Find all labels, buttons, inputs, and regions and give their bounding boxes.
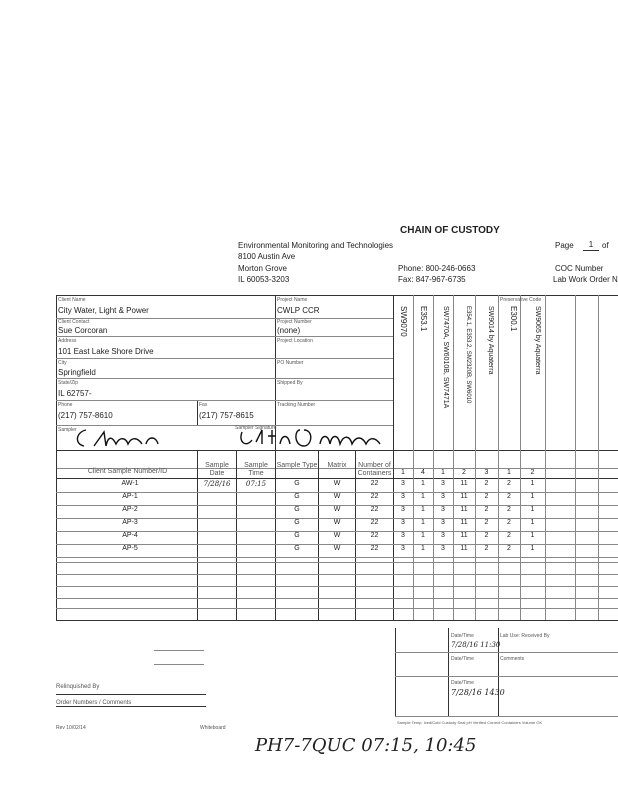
- divider: [395, 676, 618, 677]
- divider: [395, 716, 618, 717]
- sample-matrix: W: [333, 532, 341, 539]
- sample-method-count: 1: [421, 480, 425, 487]
- sample-condition-note: Sample Temp: Iced/Cold Custody Seal pH Verified Correct Containers Volume OK: [397, 720, 543, 725]
- shipped-by-label: Shipped By: [277, 380, 303, 386]
- divider: [433, 295, 434, 450]
- client-phone: (217) 757-8610: [58, 411, 113, 420]
- sample-method-count: 3: [441, 545, 445, 552]
- sample-matrix: W: [333, 493, 341, 500]
- sample-method-count: 3: [401, 532, 405, 539]
- sampler-signature-label: Sampler Signature: [235, 425, 277, 431]
- divider: [56, 450, 618, 451]
- divider: [56, 694, 206, 695]
- divider: [154, 650, 204, 651]
- sample-method-count: 3: [401, 519, 405, 526]
- sample-method-count: 2: [507, 493, 511, 500]
- divider: [56, 400, 393, 401]
- divider: [56, 295, 618, 296]
- divider: [56, 598, 618, 599]
- po-number-label: PO Number: [277, 360, 304, 366]
- sample-method-count: 2: [484, 532, 489, 539]
- sample-method-count: 2: [484, 493, 489, 500]
- client-contact-label: Client Contact: [58, 319, 90, 325]
- divider: [56, 557, 618, 558]
- divider: [448, 628, 449, 716]
- sample-method-count: 11: [460, 506, 468, 513]
- sample-method-count: 2: [484, 519, 489, 526]
- fax-label: Fax: [199, 402, 208, 408]
- preserve-code: 2: [462, 469, 466, 476]
- method-3: SW7470A, SW6010B, SW7471A: [442, 306, 449, 409]
- sample-container-count: 22: [370, 493, 379, 500]
- divider: [598, 450, 599, 620]
- divider: [56, 608, 618, 609]
- document-title: CHAIN OF CUSTODY: [400, 225, 500, 236]
- phone-label: Phone: [58, 402, 73, 408]
- header-matrix: Matrix: [327, 462, 347, 469]
- sample-container-count: 22: [370, 506, 379, 513]
- sample-id: AP-1: [122, 493, 138, 500]
- method-4: E354.1, E353.2, SM2320B, SW6010: [465, 306, 471, 404]
- sample-container-count: 22: [370, 480, 379, 487]
- sample-method-count: 2: [507, 480, 511, 487]
- sampler-signature-2: [236, 424, 386, 450]
- sample-method-count: 2: [507, 545, 511, 552]
- coc-number-label: COC Number: [555, 264, 604, 273]
- sample-method-count: 3: [441, 493, 445, 500]
- lab-work-order-label: Lab Work Order N: [553, 275, 618, 284]
- sample-type: G: [294, 532, 300, 539]
- divider: [56, 358, 393, 359]
- project-name-label: Project Name: [277, 297, 308, 303]
- sample-matrix: W: [333, 506, 341, 513]
- lab-phone: Phone: 800-246-0663: [398, 264, 476, 273]
- sample-method-count: 11: [460, 480, 468, 487]
- divider: [453, 295, 454, 450]
- header-type: Sample Type: [276, 462, 318, 469]
- sample-method-count: 3: [441, 532, 445, 539]
- sample-type: G: [294, 519, 300, 526]
- lab-city: Morton Grove: [238, 264, 287, 273]
- header-sample-id: Client Sample Number/ID: [87, 468, 168, 475]
- sample-date: 7/28/16: [203, 480, 231, 488]
- divider: [575, 295, 576, 450]
- sample-id: AP-4: [122, 532, 138, 539]
- date-time-label: Date/Time: [451, 633, 474, 639]
- sample-matrix: W: [333, 545, 341, 552]
- divider: [56, 562, 618, 563]
- project-name: CWLP CCR: [277, 306, 320, 315]
- client-city: Springfield: [58, 368, 96, 377]
- preserve-code: 3: [484, 469, 489, 476]
- sample-container-count: 22: [370, 532, 379, 539]
- sample-method-count: 2: [484, 545, 489, 552]
- sample-method-count: 11: [460, 545, 468, 552]
- header-containers: Number of Containers: [357, 462, 392, 477]
- sampler-signature: [72, 424, 162, 450]
- method-1: SW9070: [399, 306, 408, 337]
- client-name: City Water, Light & Power: [58, 306, 149, 315]
- date-time-value-1: 7/28/16 11:30: [451, 641, 501, 649]
- sample-method-count: 11: [460, 519, 468, 526]
- sample-method-count: 1: [421, 532, 425, 539]
- page-label: Page: [555, 241, 574, 250]
- project-location-label: Project Location: [277, 338, 313, 344]
- method-5: SW9014 by Aquaterra: [487, 306, 494, 375]
- client-contact: Sue Corcoran: [58, 326, 108, 335]
- whiteboard-label: Whiteboard: [200, 725, 226, 731]
- preserve-code: 1: [401, 469, 405, 476]
- comments-label: Comments: [500, 656, 525, 662]
- divider: [56, 318, 393, 319]
- sample-matrix: W: [333, 519, 341, 526]
- divider: [395, 652, 618, 653]
- preservative-code-label: Preservative Code: [500, 297, 542, 303]
- lab-state-zip: IL 60053-3203: [238, 275, 290, 284]
- sample-method-count: 1: [530, 480, 535, 487]
- divider: [413, 295, 414, 450]
- sample-method-count: 3: [401, 545, 405, 552]
- sample-method-count: 1: [530, 506, 535, 513]
- divider: [56, 478, 618, 479]
- divider: [56, 620, 618, 621]
- sample-method-count: 1: [421, 506, 425, 513]
- relinquished-label: Relinquished By: [56, 684, 100, 690]
- sample-method-count: 3: [401, 480, 405, 487]
- method-6: E300.1: [509, 306, 518, 332]
- sample-method-count: 2: [484, 506, 489, 513]
- revision-label: Rev 10/02/14: [56, 725, 86, 731]
- sample-method-count: 2: [507, 506, 511, 513]
- divider: [395, 628, 396, 716]
- divider: [520, 295, 521, 450]
- divider: [154, 664, 204, 665]
- sample-id: AW-1: [121, 480, 139, 487]
- sample-container-count: 22: [370, 519, 379, 526]
- sample-type: G: [294, 545, 300, 552]
- sample-method-count: 1: [530, 532, 535, 539]
- divider: [545, 450, 546, 620]
- divider: [56, 586, 618, 587]
- sample-type: G: [294, 506, 300, 513]
- preserve-code: 1: [507, 469, 511, 476]
- header-time: Sample Time: [244, 462, 268, 477]
- divider: [56, 450, 57, 620]
- preserve-code: 4: [421, 469, 425, 476]
- sample-container-count: 22: [370, 545, 379, 552]
- project-number: (none): [277, 326, 301, 335]
- divider: [197, 400, 198, 425]
- lab-address: 8100 Austin Ave: [238, 252, 296, 261]
- lab-name: Environmental Monitoring and Technologies: [238, 241, 394, 250]
- sample-method-count: 3: [401, 493, 405, 500]
- divider: [598, 295, 599, 450]
- sample-type: G: [294, 480, 300, 487]
- header-date: Sample Date: [205, 462, 229, 477]
- tracking-label: Tracking Number: [277, 402, 316, 408]
- date-time-value-2: 7/28/16 1430: [451, 688, 505, 697]
- city-label: City: [58, 360, 67, 366]
- sample-method-count: 1: [421, 493, 425, 500]
- sample-matrix: W: [333, 480, 341, 487]
- sample-id: AP-5: [122, 545, 138, 552]
- sample-method-count: 1: [530, 545, 535, 552]
- received-label: Lab Use: Received By: [500, 633, 550, 639]
- lab-fax: Fax: 847-967-6735: [398, 275, 466, 284]
- method-2: E353.1: [419, 306, 428, 332]
- divider: [498, 295, 499, 450]
- divider: [56, 378, 393, 379]
- sample-method-count: 1: [530, 493, 535, 500]
- sample-method-count: 11: [460, 493, 468, 500]
- sample-method-count: 2: [484, 480, 489, 487]
- state-zip-label: State/Zip: [58, 380, 79, 386]
- page-of: of: [602, 241, 609, 250]
- divider: [56, 706, 206, 707]
- divider: [393, 295, 394, 450]
- page-number: 1: [583, 240, 599, 251]
- sample-id: AP-2: [122, 506, 138, 513]
- sample-method-count: 1: [421, 545, 425, 552]
- project-number-label: Project Number: [277, 319, 312, 325]
- divider: [56, 336, 393, 337]
- preserve-code: 1: [441, 469, 445, 476]
- order-numbers-label: Order Numbers / Comments: [56, 700, 132, 706]
- sample-method-count: 2: [507, 532, 511, 539]
- preserve-code: 2: [530, 469, 535, 476]
- sample-method-count: 3: [441, 480, 445, 487]
- sample-method-count: 3: [441, 506, 445, 513]
- client-fax: (217) 757-8615: [199, 411, 254, 420]
- sample-method-count: 11: [460, 532, 468, 539]
- address-label: Address: [58, 338, 77, 344]
- divider: [545, 295, 546, 450]
- sample-id: AP-3: [122, 519, 138, 526]
- method-7: SW9065 by Aquaterra: [534, 306, 541, 375]
- client-name-label: Client Name: [58, 297, 86, 303]
- divider: [475, 295, 476, 450]
- client-address: 101 East Lake Shore Drive: [58, 347, 154, 356]
- sample-method-count: 3: [401, 506, 405, 513]
- sample-method-count: 2: [507, 519, 511, 526]
- divider: [56, 574, 618, 575]
- client-state-zip: IL 62757-: [58, 389, 92, 398]
- sample-time: 07:15: [245, 480, 267, 488]
- divider: [575, 450, 576, 620]
- date-time-label-3: Date/Time: [451, 680, 474, 686]
- handwritten-note: PH7-7QUC 07:15, 10:45: [255, 735, 477, 756]
- sample-method-count: 1: [530, 519, 535, 526]
- sample-method-count: 3: [441, 519, 445, 526]
- date-time-label-2: Date/Time: [451, 656, 474, 662]
- sampler-label: Sampler: [58, 427, 77, 433]
- sample-type: G: [294, 493, 300, 500]
- sample-method-count: 1: [421, 519, 425, 526]
